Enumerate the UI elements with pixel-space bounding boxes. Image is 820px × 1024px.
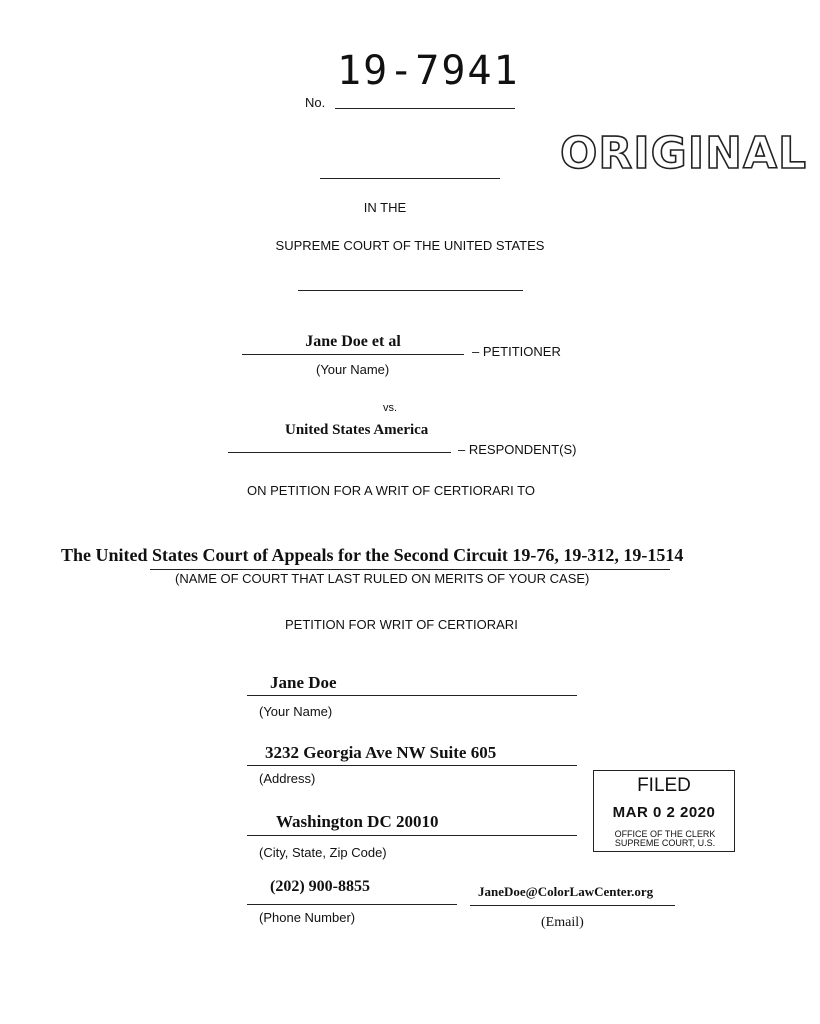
filed-stamp-date: MAR 0 2 2020 [612,804,716,821]
filed-stamp [593,770,735,852]
in-the-label: IN THE [363,200,407,215]
versus-label: vs. [382,402,398,414]
petitioner-name: Jane Doe et al [305,333,401,350]
filed-stamp-office-line2: SUPREME COURT, U.S. [614,838,716,848]
contact-city: Washington DC 20010 [276,812,439,831]
contact-phone-underline [247,904,457,905]
contact-address-caption: (Address) [259,771,316,786]
petitioner-role: – PETITIONER [472,344,561,359]
case-number-label: No. [305,95,326,110]
divider-court [298,290,523,291]
petition-title: PETITION FOR WRIT OF CERTIORARI [285,617,518,632]
lower-court-name: The United States Court of Appeals for the Second Circuit 19-76, 19-312, 19-1514 [61,545,684,565]
filed-stamp-office-line1: OFFICE OF THE CLERK [614,829,716,839]
contact-name-underline [247,695,577,696]
contact-city-underline [247,835,577,836]
contact-city-caption: (City, State, Zip Code) [259,845,387,860]
contact-name: Jane Doe [270,673,337,692]
divider-top [320,178,500,179]
filed-stamp-title: FILED [637,775,691,796]
contact-email-caption: (Email) [541,915,584,930]
contact-name-caption: (Your Name) [259,704,333,719]
contact-address-underline [247,765,577,766]
contact-email: JaneDoe@ColorLawCenter.org [478,884,654,899]
respondent-underline [228,452,451,453]
petitioner-underline [242,354,464,355]
lower-court-underline [150,569,670,570]
petitioner-caption: (Your Name) [316,362,390,377]
contact-address: 3232 Georgia Ave NW Suite 605 [265,743,497,762]
lower-court-caption: (NAME OF COURT THAT LAST RULED ON MERITS OF YOUR CASE) [175,571,590,586]
contact-phone: (202) 900-8855 [270,878,370,895]
contact-phone-caption: (Phone Number) [259,910,356,925]
contact-email-underline [470,905,675,906]
court-name: SUPREME COURT OF THE UNITED STATES [275,238,545,253]
case-number-underline [335,108,515,109]
original-stamp: ORIGINAL [560,128,808,179]
writ-line: ON PETITION FOR A WRIT OF CERTIORARI TO [247,483,535,498]
filed-stamp-office [600,830,730,848]
respondent-role: – RESPONDENT(S) [458,442,577,457]
respondent-name: United States America [285,422,429,438]
case-number: 19-7941 [337,48,520,94]
